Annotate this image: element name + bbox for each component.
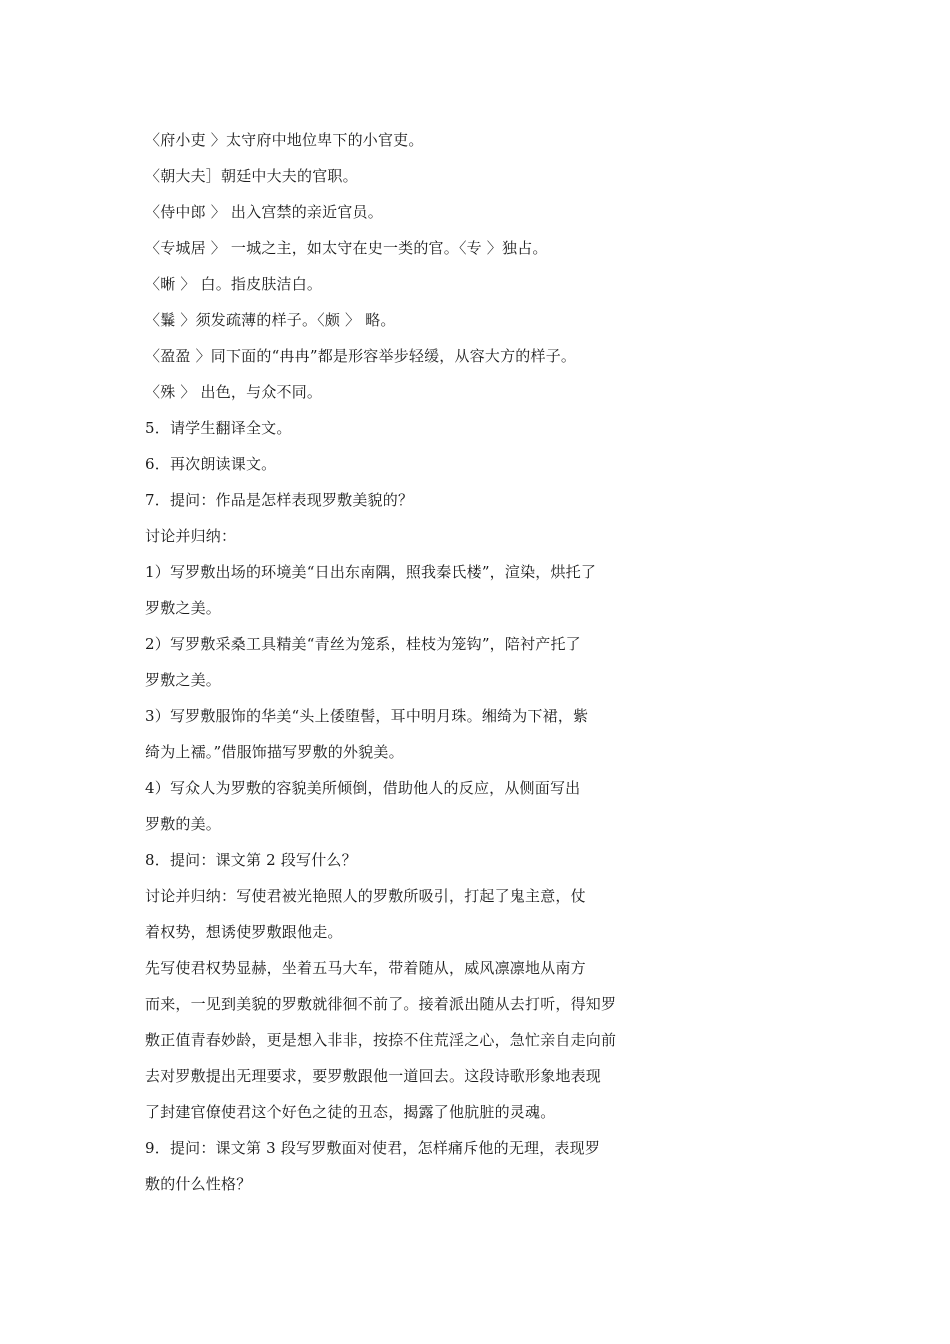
point-4-line-1: 4）写众人为罗敷的容貌美所倾倒，借助他人的反应，从侧面写出 <box>145 779 581 797</box>
point-3-line-1: 3）写罗敷服饰的华美“头上倭堕髻，耳中明月珠。缃绮为下裙，紫 <box>145 707 589 725</box>
point-2-line-1: 2）写罗敷采桑工具精美“青丝为笼系，桂枝为笼钩”，陪衬产托了 <box>145 635 581 653</box>
gloss-ying-ying: 〈盈盈 〉同下面的“冉冉”都是形容举步轻缓，从容大方的样子。 <box>145 347 577 365</box>
paragraph-line-4: 去对罗敷提出无理要求，要罗敷跟他一道回去。这段诗歌形象地表现 <box>145 1067 602 1085</box>
step-8-discussion-line-2: 着权势，想诱使罗敷跟他走。 <box>145 923 343 941</box>
paragraph-line-3: 敷正值青春妙龄，更是想入非非，按捺不住荒淫之心，急忙亲自走向前 <box>145 1031 617 1049</box>
step-7-question: 7．提问：作品是怎样表现罗敷美貌的？ <box>145 491 414 509</box>
gloss-chao-da-fu: 〈朝大夫］朝廷中大夫的官职。 <box>145 167 358 185</box>
step-9-question-line-2: 敷的什么性格？ <box>145 1175 252 1193</box>
point-2-line-2: 罗敷之美。 <box>145 671 222 689</box>
step-8-question: 8．提问：课文第 2 段写什么？ <box>145 851 357 869</box>
point-4-line-2: 罗敷的美。 <box>145 815 222 833</box>
gloss-shi-zhong-lang: 〈侍中郎 〉 出入宫禁的亲近官员。 <box>145 203 383 221</box>
paragraph-line-5: 了封建官僚使君这个好色之徒的丑态，揭露了他肮脏的灵魂。 <box>145 1103 556 1121</box>
gloss-shu: 〈殊 〉 出色，与众不同。 <box>145 383 323 401</box>
gloss-zhuan-cheng-ju: 〈专城居 〉 一城之主，如太守在史一类的官。〈专 〉独占。 <box>145 239 548 257</box>
point-1-line-1: 1）写罗敷出场的环境美“日出东南隅，照我秦氏楼”，渲染，烘托了 <box>145 563 597 581</box>
paragraph-line-2: 而来，一见到美貌的罗敷就徘徊不前了。接着派出随从去打听，得知罗 <box>145 995 617 1013</box>
document-body <box>145 122 705 1202</box>
point-1-line-2: 罗敷之美。 <box>145 599 222 617</box>
gloss-fu-xiao-li: 〈府小吏 〉太守府中地位卑下的小官吏。 <box>145 131 424 149</box>
point-3-line-2: 绮为上襦。”借服饰描写罗敷的外貌美。 <box>145 743 404 761</box>
paragraph-line-1: 先写使君权势显赫，坐着五马大车，带着随从，威风凛凛地从南方 <box>145 959 586 977</box>
gloss-xi: 〈晰 〉 白。指皮肤洁白。 <box>145 275 323 293</box>
step-8-discussion-line-1: 讨论并归纳：写使君被光艳照人的罗敷所吸引，打起了鬼主意，仗 <box>145 887 586 905</box>
step-9-question-line-1: 9．提问：课文第 3 段写罗敷面对使君，怎样痛斥他的无理，表现罗 <box>145 1139 601 1157</box>
gloss-lian: 〈鬑 〉须发疏薄的样子。〈颇 〉 略。 <box>145 311 396 329</box>
step-6: 6．再次朗读课文。 <box>145 455 277 473</box>
step-7-discussion-heading: 讨论并归纳： <box>145 527 237 545</box>
step-5: 5．请学生翻译全文。 <box>145 419 292 437</box>
